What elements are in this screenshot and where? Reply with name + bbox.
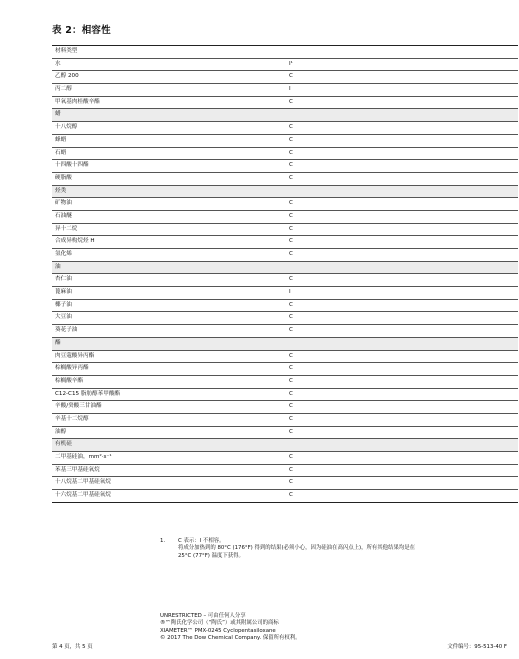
footnote-number: 1. xyxy=(160,538,166,544)
compatibility-value: C xyxy=(285,363,518,376)
footer-restriction: UNRESTRICTED – 可由任何人分享 xyxy=(160,613,246,619)
compatibility-value: C xyxy=(285,413,518,426)
material-name: 棕榈酸辛酯 xyxy=(52,375,285,388)
material-name: 油醇 xyxy=(52,426,285,439)
compatibility-value: C xyxy=(285,452,518,465)
table-row xyxy=(52,58,518,71)
compatibility-value xyxy=(285,439,518,452)
compatibility-value: C xyxy=(285,172,518,185)
material-name: 辛酸/癸酸三甘油酯 xyxy=(52,401,285,414)
material-name: 矿物油 xyxy=(52,198,285,211)
table-row xyxy=(52,388,518,401)
compatibility-value xyxy=(285,185,518,198)
page-number: 第 4 页，共 5 页 xyxy=(52,644,93,650)
material-name: 辛基十二烷醇 xyxy=(52,413,285,426)
compatibility-value: C xyxy=(285,490,518,503)
table-title: 表 2：相容性 xyxy=(52,25,111,36)
table-row xyxy=(52,147,518,160)
table-row xyxy=(52,287,518,300)
footnote-line-1: C 表示：I 不相容。 xyxy=(178,538,225,544)
category-row xyxy=(52,261,518,274)
table-row xyxy=(52,223,518,236)
compatibility-value: C xyxy=(285,325,518,338)
material-name: 氢化烯 xyxy=(52,249,285,262)
compatibility-value: C xyxy=(285,350,518,363)
compatibility-value: C xyxy=(285,134,518,147)
category-name: 烃类 xyxy=(52,185,285,198)
footnote-line-3: 25°C (77°F) 温度下获得。 xyxy=(178,552,244,559)
compatibility-value xyxy=(285,261,518,274)
table-row xyxy=(52,71,518,84)
compatibility-value: C xyxy=(285,236,518,249)
table-header-row xyxy=(52,46,518,59)
footer-copyright: © 2017 The Dow Chemical Company. 保留所有权利。 xyxy=(160,635,301,642)
table-row xyxy=(52,426,518,439)
table-row xyxy=(52,299,518,312)
compatibility-value: C xyxy=(285,71,518,84)
material-name: 乙醇 200 xyxy=(52,71,285,84)
table-row xyxy=(52,236,518,249)
category-name: 酯 xyxy=(52,337,285,350)
compatibility-value: I¹ xyxy=(285,58,518,71)
table-row xyxy=(52,210,518,223)
material-name: 二甲基硅油，mm²·s⁻¹ xyxy=(52,452,285,465)
material-name: 甲氧基肉桂酸辛酯 xyxy=(52,96,285,109)
table-row xyxy=(52,160,518,173)
table-row xyxy=(52,490,518,503)
compatibility-value: C xyxy=(285,198,518,211)
footnote-line-2: 将成分加热到的 80°C (176°F) 得到的结果(必须小心，因为硅油在高闪点上)，所有其他结果均是在 xyxy=(178,545,416,552)
compatibility-value: I xyxy=(285,84,518,97)
material-name: 葵花子油 xyxy=(52,325,285,338)
footnote-text xyxy=(178,538,515,560)
material-name: 十四酸十四酯 xyxy=(52,160,285,173)
material-name: 石蜡 xyxy=(52,147,285,160)
table-row xyxy=(52,350,518,363)
table-row xyxy=(52,312,518,325)
category-row xyxy=(52,109,518,122)
footer-product-name: XIAMETER™ PMX-0245 Cyclopentasiloxane xyxy=(160,627,276,634)
table-row xyxy=(52,477,518,490)
compatibility-value: C xyxy=(285,375,518,388)
table-body xyxy=(52,46,518,503)
table-row xyxy=(52,172,518,185)
header-material-type: 材料类型 xyxy=(52,46,518,59)
material-name: 异十二烷 xyxy=(52,223,285,236)
material-name: C12-C15 脂肪醇苯甲酸酯 xyxy=(52,388,285,401)
footnote xyxy=(160,538,515,560)
material-name: 水 xyxy=(52,58,285,71)
category-name: 蜡 xyxy=(52,109,285,122)
compatibility-value: C xyxy=(285,464,518,477)
material-name: 肉豆蔻酸异丙酯 xyxy=(52,350,285,363)
material-name: 苯基三甲基硅氧烷 xyxy=(52,464,285,477)
table-row xyxy=(52,325,518,338)
compatibility-value xyxy=(285,109,518,122)
compatibility-value: C xyxy=(285,477,518,490)
table-row xyxy=(52,249,518,262)
table-row xyxy=(52,122,518,135)
compatibility-value: C xyxy=(285,312,518,325)
table-row xyxy=(52,198,518,211)
compatibility-value: C xyxy=(285,122,518,135)
material-name: 十八烷醇 xyxy=(52,122,285,135)
material-name: 蜂蜡 xyxy=(52,134,285,147)
compatibility-table xyxy=(52,45,518,503)
material-name: 大豆油 xyxy=(52,312,285,325)
table-row xyxy=(52,413,518,426)
compatibility-value: C xyxy=(285,96,518,109)
compatibility-value: C xyxy=(285,147,518,160)
category-name: 有机硅 xyxy=(52,439,285,452)
material-name: 十八烷基二甲基硅氧烷 xyxy=(52,477,285,490)
material-name: 椰子油 xyxy=(52,299,285,312)
table-row xyxy=(52,84,518,97)
category-name: 油 xyxy=(52,261,285,274)
compatibility-value: C xyxy=(285,210,518,223)
compatibility-value: C xyxy=(285,299,518,312)
category-row xyxy=(52,185,518,198)
table-row xyxy=(52,274,518,287)
material-name: 硬脂酸 xyxy=(52,172,285,185)
compatibility-value xyxy=(285,337,518,350)
compatibility-value: C xyxy=(285,274,518,287)
material-name: 合成异构烷烃 H xyxy=(52,236,285,249)
table-row xyxy=(52,464,518,477)
footer-info xyxy=(160,613,301,643)
table-row xyxy=(52,401,518,414)
material-name: 丙二醇 xyxy=(52,84,285,97)
table-row xyxy=(52,134,518,147)
table-row xyxy=(52,96,518,109)
compatibility-value: C xyxy=(285,426,518,439)
material-name: 石油醚 xyxy=(52,210,285,223)
category-row xyxy=(52,439,518,452)
table-row xyxy=(52,363,518,376)
compatibility-value: C xyxy=(285,223,518,236)
footer-trademark: ®™陶氏化学公司（“陶氏”）或其附属公司的商标 xyxy=(160,620,279,627)
table-row xyxy=(52,452,518,465)
compatibility-value: C xyxy=(285,249,518,262)
material-name: 棕榈酸异丙酯 xyxy=(52,363,285,376)
material-name: 十六烷基二甲基硅氧烷 xyxy=(52,490,285,503)
compatibility-value: C xyxy=(285,401,518,414)
material-name: 蓖麻油 xyxy=(52,287,285,300)
material-name: 杏仁油 xyxy=(52,274,285,287)
document-number: 文件编号：95-513-40 F xyxy=(447,644,507,650)
compatibility-value: C xyxy=(285,160,518,173)
compatibility-value: C xyxy=(285,388,518,401)
compatibility-value: I xyxy=(285,287,518,300)
table-row xyxy=(52,375,518,388)
category-row xyxy=(52,337,518,350)
